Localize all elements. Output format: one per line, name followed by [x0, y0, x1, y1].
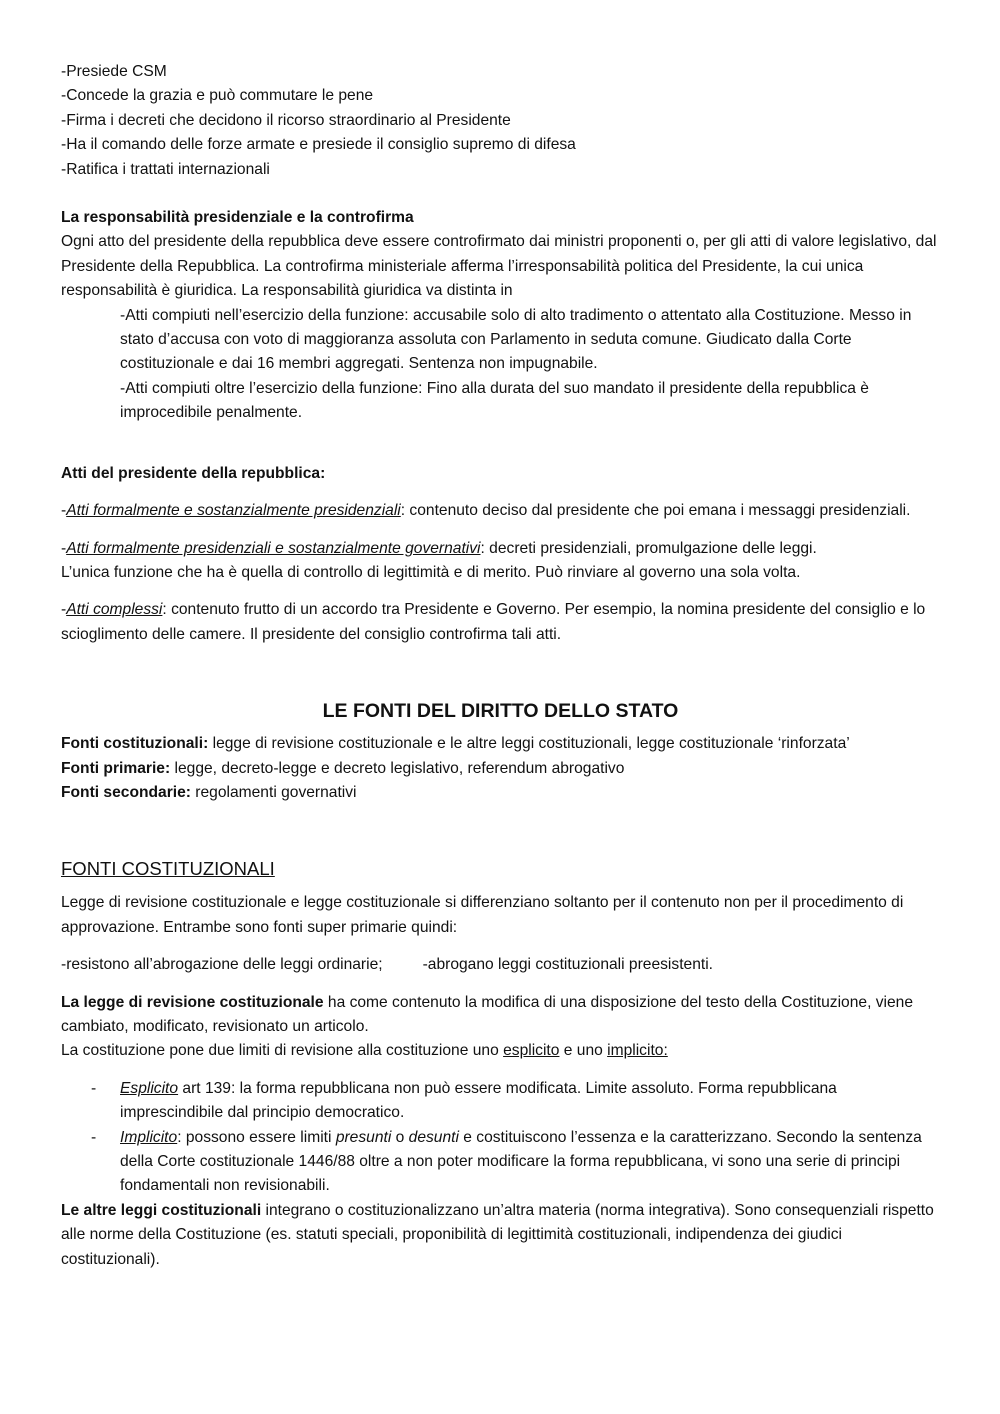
list-item: -Concede la grazia e può commutare le pene	[61, 87, 374, 105]
text: e uno	[559, 1042, 608, 1060]
term: Atti formalmente e sostanzialmente presidenziali	[66, 502, 401, 520]
text: : decreti presidenziali, promulgazione delle leggi.	[480, 539, 817, 557]
spacer	[61, 426, 940, 462]
sources-line	[61, 781, 940, 805]
section-heading: La responsabilità presidenziale e la controfirma	[61, 209, 414, 227]
spacer	[61, 660, 940, 696]
list-item: -Firma i decreti che decidono il ricorso straordinario al Presidente	[61, 111, 511, 129]
list-item	[61, 1077, 940, 1126]
term: Atti complessi	[66, 601, 163, 619]
label: Fonti costituzionali:	[61, 735, 209, 753]
dash: -	[61, 539, 67, 557]
list-item: -Presiede CSM	[61, 63, 167, 80]
paragraph: Legge di revisione costituzionale e legge costituzionale si differenziano soltanto per il contenuto non per il procedimento di approvazione. Entrambe sono fonti super primarie quindi:	[61, 894, 904, 936]
label: Fonti secondarie:	[61, 783, 191, 801]
list-item: -Ratifica i trattati internazionali	[61, 160, 270, 178]
text: La costituzione pone due limiti di revisione alla costituzione uno	[61, 1042, 504, 1060]
bullet: -	[91, 1128, 97, 1146]
paragraph	[61, 1039, 940, 1063]
text: -abrogano leggi costituzionali preesistenti.	[422, 956, 713, 974]
text: -resistono all’abrogazione delle leggi ordinarie;	[61, 956, 383, 974]
label: Le altre leggi costituzionali	[61, 1201, 262, 1219]
spacer	[61, 805, 940, 855]
list-item	[61, 1126, 940, 1199]
text: legge di revisione costituzionale e le altre leggi costituzionali, legge costituzionale ‘rinforzata’	[208, 735, 850, 753]
text: legge, decreto-legge e decreto legislativo, referendum abrogativo	[170, 759, 625, 777]
dash: -	[61, 601, 67, 619]
text: regolamenti governativi	[190, 783, 357, 801]
term: desunti	[408, 1128, 459, 1146]
dash: -	[61, 502, 67, 520]
paragraph	[61, 953, 940, 977]
term: esplicito	[503, 1042, 560, 1060]
limits-list	[61, 1077, 940, 1199]
paragraph	[61, 598, 940, 647]
list-item: -Ha il comando delle forze armate e presiede il consiglio supremo di difesa	[61, 136, 576, 154]
text: o	[391, 1128, 409, 1146]
term: implicito:	[607, 1042, 668, 1060]
section-heading: Atti del presidente della repubblica:	[61, 464, 326, 482]
text: e costituiscono l’essenza e la caratterizzano. Secondo la sentenza della Corte costituzionale 1446/88 oltre a non poter modificare la forma repubblicana, vi sono una serie di principi fondamentali non revisionabili.	[120, 1128, 922, 1195]
sources-line	[61, 757, 940, 781]
text: : contenuto frutto di un accordo tra Presidente e Governo. Per esempio, la nomina presidente del consiglio e lo scioglimento delle camere. Il presidente del consiglio controfirma tali atti.	[61, 601, 926, 643]
paragraph	[61, 991, 940, 1040]
section-heading: FONTI COSTITUZIONALI	[61, 858, 275, 880]
label: Fonti primarie:	[61, 759, 171, 777]
sources-section	[61, 696, 940, 805]
indented-item: -Atti compiuti nell’esercizio della funzione: accusabile solo di alto tradimento o attentato alla Costituzione. Messo in stato d’accusa con voto di maggioranza assoluta con Parlamento in seduta comune. Giudicato dalla Corte costituzionale e dai 16 membri aggregati. Sentenza non impugnabile.	[120, 306, 912, 373]
term: Atti formalmente presidenziali e sostanzialmente governativi	[66, 539, 481, 557]
term: presunti	[335, 1128, 392, 1146]
powers-list	[61, 60, 940, 182]
indented-item: -Atti compiuti oltre l’esercizio della funzione: Fino alla durata del suo mandato il presidente della repubblica è improcedibile penalmente.	[120, 379, 869, 422]
constitutional-sources-section	[61, 855, 940, 1272]
text: ha come contenuto la modifica di una disposizione del testo della Costituzione, viene cambiato, modificato, revisionato un articolo.	[61, 993, 914, 1035]
text: integrano o costituzionalizzano un’altra materia (norma integrativa). Sono consequenziali rispetto alle norme della Costituzione (es. statuti speciali, proponibilità di legittimità costituzionali, indipendenza dei giudici costituzionali).	[61, 1201, 934, 1268]
page-title: LE FONTI DEL DIRITTO DELLO STATO	[322, 700, 679, 723]
text: L’unica funzione che ha è quella di controllo di legittimità e di merito. Può rinviare al governo una sola volta.	[61, 563, 801, 581]
bullet: -	[91, 1079, 97, 1097]
text: : possono essere limiti	[177, 1128, 336, 1146]
spacer	[61, 182, 940, 206]
term: Esplicito	[120, 1079, 179, 1097]
responsibility-section	[61, 206, 940, 426]
paragraph	[61, 537, 940, 586]
paragraph	[61, 1199, 940, 1272]
acts-section	[61, 462, 940, 647]
paragraph	[61, 499, 940, 523]
sources-line	[61, 732, 940, 756]
term: Implicito	[120, 1128, 178, 1146]
label: La legge di revisione costituzionale	[61, 993, 324, 1011]
paragraph: Ogni atto del presidente della repubblica deve essere controfirmato dai ministri proponenti o, per gli atti di valore legislativo, dal Presidente della Repubblica. La controfirma ministeriale afferma l’irresponsabilità politica del Presidente, la cui unica responsabilità è giuridica. La responsabilità giuridica va distinta in	[61, 233, 937, 300]
text: : contenuto deciso dal presidente che poi emana i messaggi presidenziali.	[400, 502, 911, 520]
text: art 139: la forma repubblicana non può essere modificata. Limite assoluto. Forma repubblicana imprescindibile dal principio democratico.	[120, 1079, 837, 1122]
